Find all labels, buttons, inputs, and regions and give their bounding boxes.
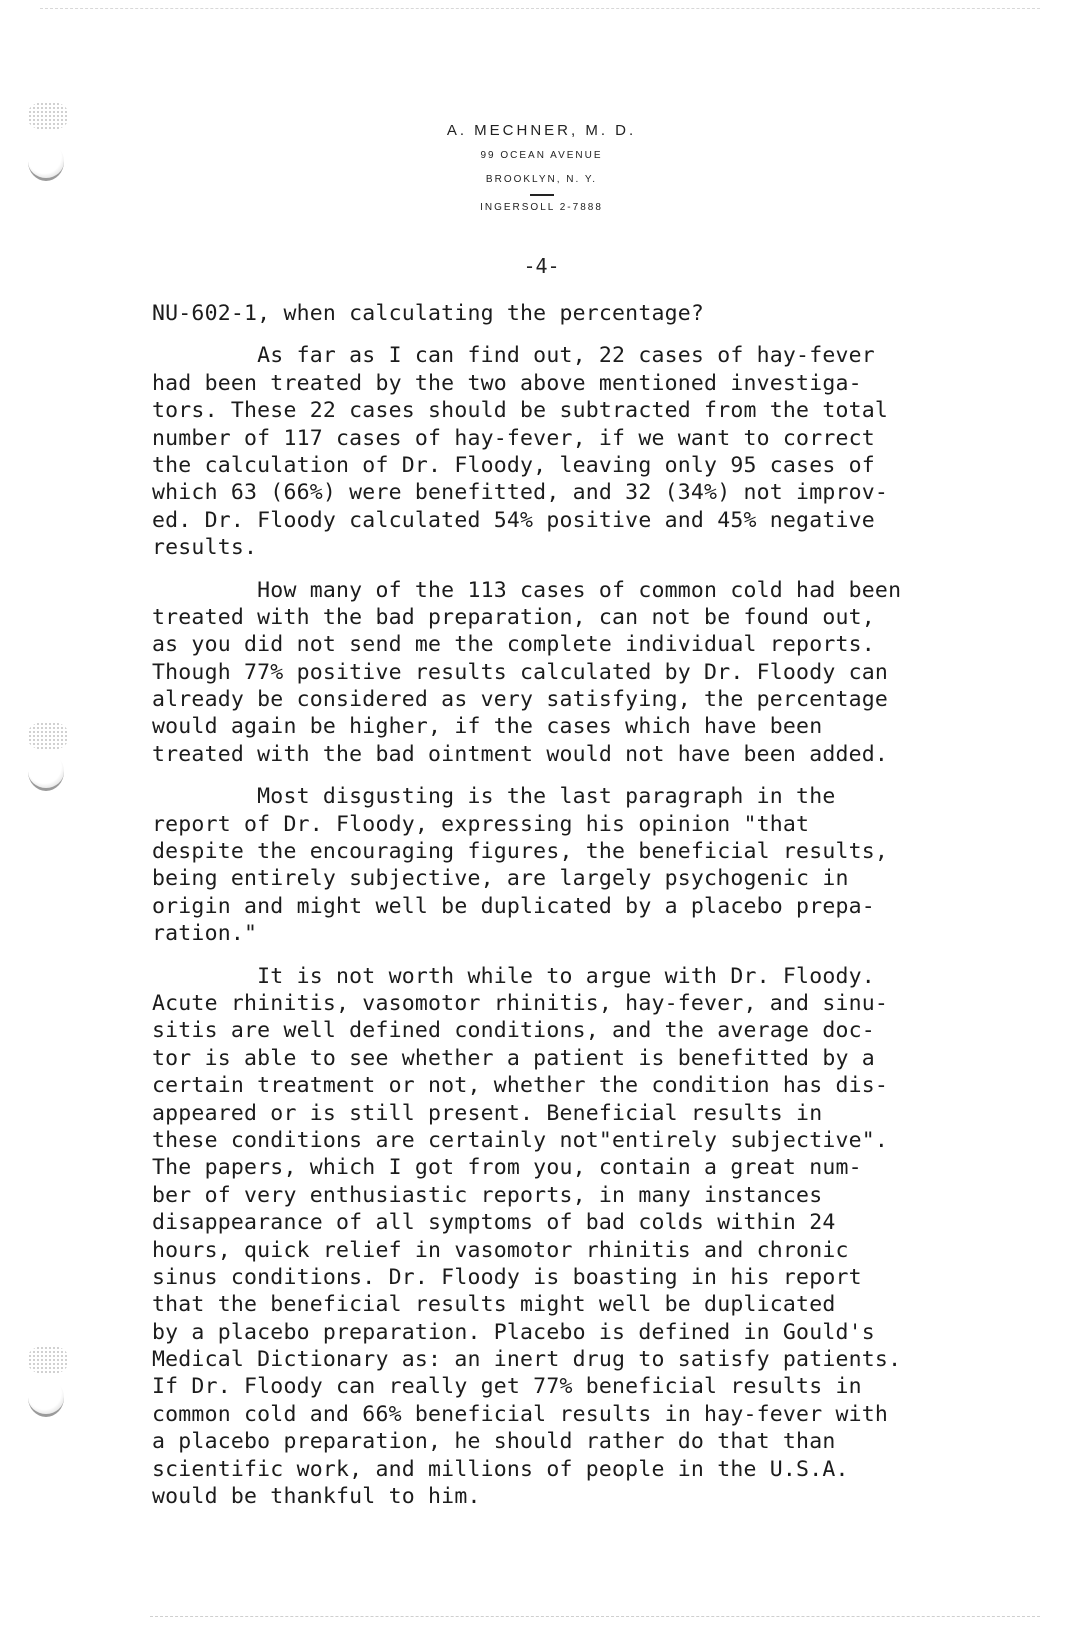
text-line: sitis are well defined conditions, and the average doc-: [152, 1018, 875, 1044]
paragraph: [152, 963, 1012, 1511]
text-line: number of 117 cases of hay-fever, if we want to correct: [152, 425, 875, 451]
text-line: ration.": [152, 921, 258, 947]
text-line: despite the encouraging figures, the beneficial results,: [152, 839, 889, 865]
punch-hole: [28, 1378, 64, 1417]
text-line: As far as I can find out, 22 cases of hay-fever: [152, 343, 875, 369]
text-line: common cold and 66% beneficial results in hay-fever with: [152, 1401, 889, 1427]
text-line: these conditions are certainly not"entirely subjective".: [152, 1127, 889, 1153]
letterhead-street: 99 OCEAN AVENUE: [480, 150, 603, 161]
text-line: hours, quick relief in vasomotor rhinitis and chronic: [152, 1237, 849, 1263]
text-line: The papers, which I got from you, contain a great num-: [152, 1155, 862, 1181]
letterhead-rule: [530, 194, 554, 196]
text-line: Medical Dictionary as: an inert drug to satisfy patients.: [152, 1347, 902, 1373]
text-line: a placebo preparation, he should rather do that than: [152, 1429, 836, 1455]
text-line: ber of very enthusiastic reports, in many instances: [152, 1182, 823, 1208]
punch-hole-shadow: [28, 1346, 68, 1374]
text-line: Most disgusting is the last paragraph in the: [152, 784, 836, 810]
paragraph: [152, 300, 1012, 327]
text-line: tor is able to see whether a patient is benefitted by a: [152, 1045, 875, 1071]
text-line: results.: [152, 535, 258, 561]
top-edge-mark: [40, 8, 1040, 9]
text-line: would again be higher, if the cases which have been: [152, 714, 823, 740]
text-line: already be considered as very satisfying, the percentage: [152, 687, 889, 713]
text-line: would be thankful to him.: [152, 1484, 481, 1510]
text-line: the calculation of Dr. Floody, leaving only 95 cases of: [152, 452, 875, 478]
paragraph-gap: [152, 327, 1012, 342]
text-line: How many of the 113 cases of common cold had been: [152, 577, 902, 603]
text-line: scientific work, and millions of people in the U.S.A.: [152, 1456, 849, 1482]
text-line: Acute rhinitis, vasomotor rhinitis, hay-fever, and sinu-: [152, 990, 889, 1016]
letter-body: [152, 300, 1012, 1510]
text-line: If Dr. Floody can really get 77% beneficial results in: [152, 1374, 862, 1400]
text-line: disappearance of all symptoms of bad colds within 24: [152, 1210, 836, 1236]
text-line: Though 77% positive results calculated by Dr. Floody can: [152, 659, 889, 685]
paragraph-gap: [152, 948, 1012, 963]
text-line: had been treated by the two above mentioned investiga-: [152, 370, 862, 396]
text-line: It is not worth while to argue with Dr. Floody.: [152, 963, 875, 989]
letterhead-city: BROOKLYN, N. Y.: [485, 174, 598, 185]
paragraph-gap: [152, 768, 1012, 783]
page-number: -4-: [523, 254, 560, 278]
paragraph: [152, 577, 1012, 769]
text-line: sinus conditions. Dr. Floody is boasting in his report: [152, 1264, 862, 1290]
text-line: NU-602-1, when calculating the percentage?: [152, 301, 705, 326]
text-line: treated with the bad preparation, can not be found out,: [152, 604, 875, 630]
text-line: being entirely subjective, are largely psychogenic in: [152, 866, 849, 892]
paragraph: [152, 783, 1012, 947]
text-line: tors. These 22 cases should be subtracted from the total: [152, 398, 889, 424]
text-line: origin and might well be duplicated by a placebo prepa-: [152, 893, 875, 919]
text-line: which 63 (66%) were benefitted, and 32 (34%) not improv-: [152, 480, 889, 506]
text-line: ed. Dr. Floody calculated 54% positive and 45% negative: [152, 507, 875, 533]
text-line: report of Dr. Floody, expressing his opinion "that: [152, 811, 810, 837]
paragraph: [152, 342, 1012, 561]
bottom-edge-mark: [150, 1616, 1040, 1617]
letterhead-phone: INGERSOLL 2-7888: [480, 202, 603, 213]
punch-hole-shadow: [28, 722, 68, 750]
text-line: treated with the bad ointment would not have been added.: [152, 741, 889, 767]
paragraph-gap: [152, 562, 1012, 577]
text-line: certain treatment or not, whether the condition has dis-: [152, 1073, 889, 1099]
text-line: that the beneficial results might well be duplicated: [152, 1292, 836, 1318]
text-line: as you did not send me the complete individual reports.: [152, 632, 875, 658]
punch-hole: [28, 752, 64, 791]
letterhead-name: A. MECHNER, M. D.: [446, 122, 637, 139]
text-line: by a placebo preparation. Placebo is defined in Gould's: [152, 1319, 875, 1345]
text-line: appeared or is still present. Beneficial results in: [152, 1100, 823, 1126]
